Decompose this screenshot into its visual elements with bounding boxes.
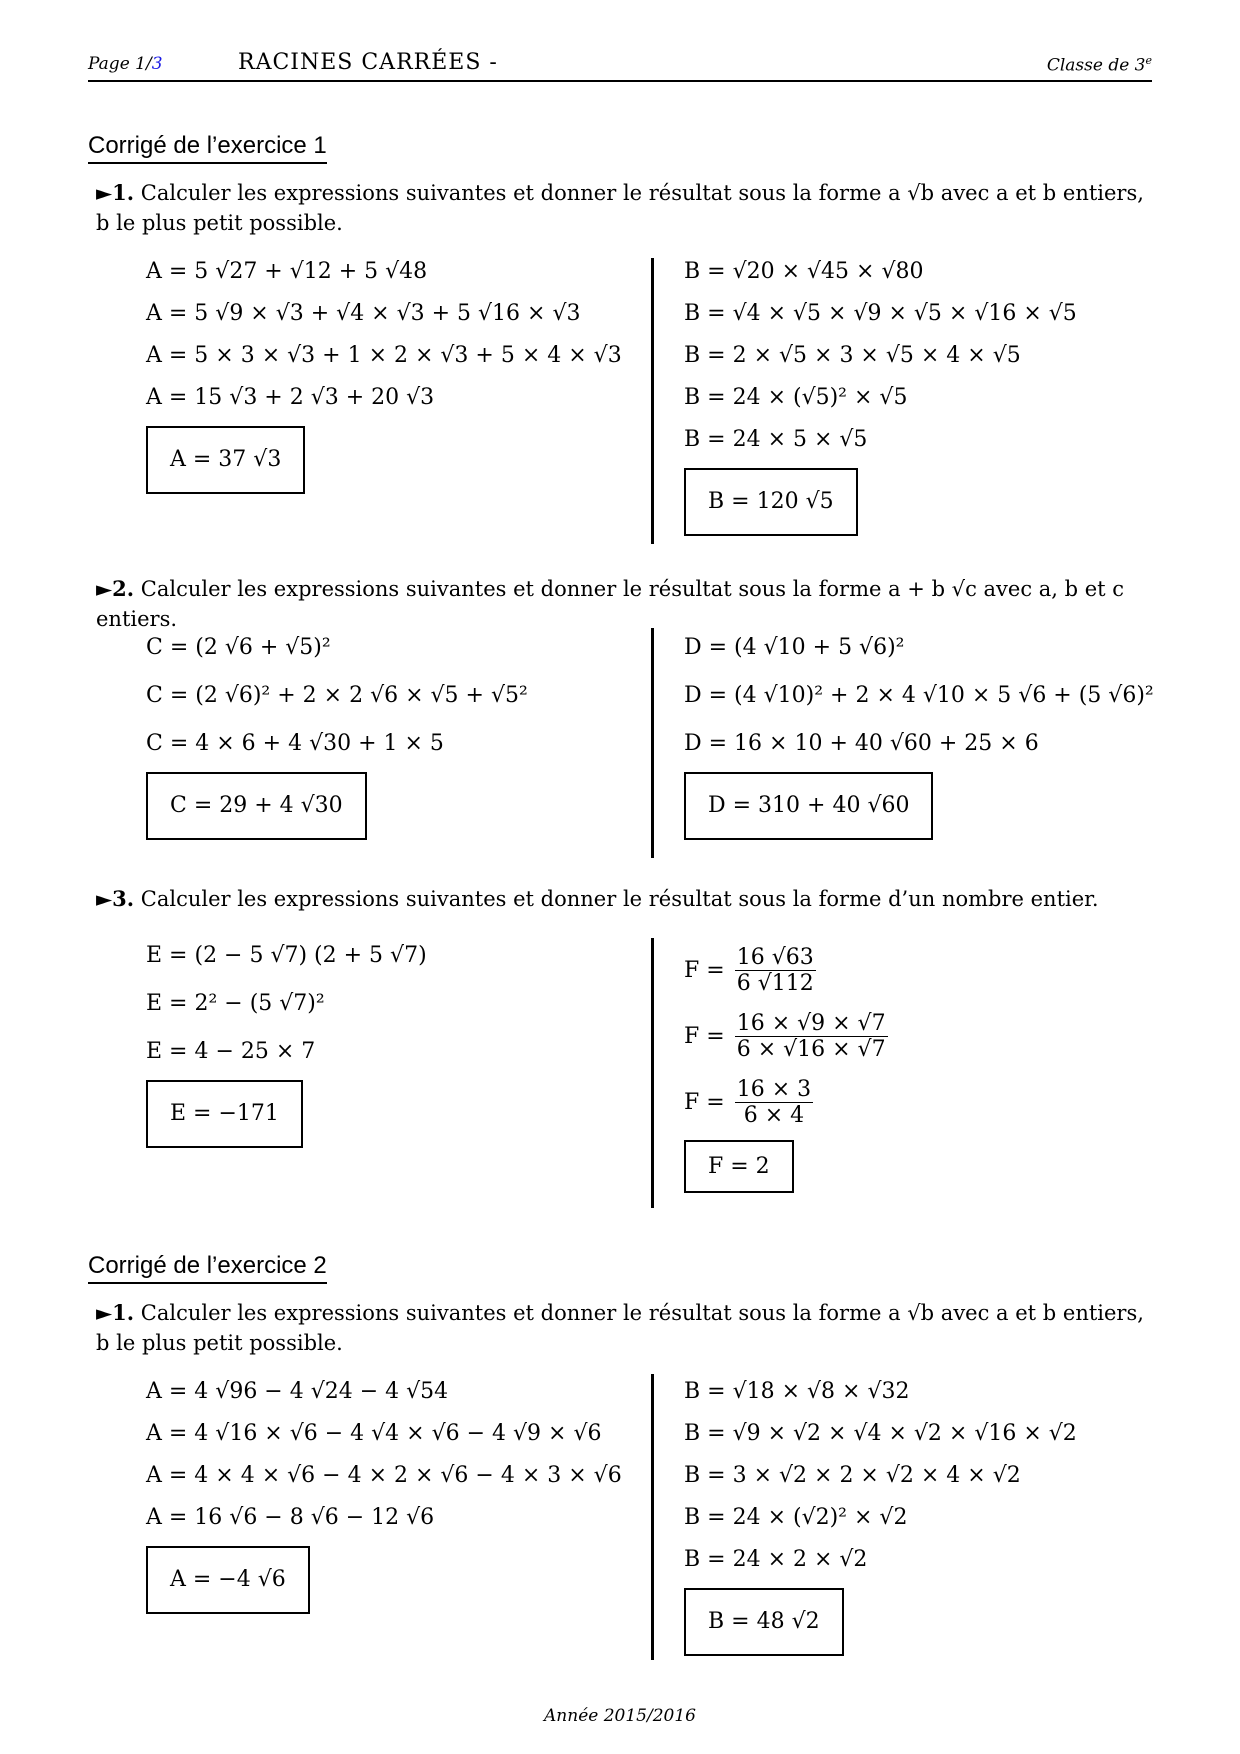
column-divider: [651, 628, 654, 858]
fraction-denominator: 6 × 4: [743, 1102, 805, 1128]
result-box: A = −4 √6: [146, 1546, 310, 1614]
ex1-q3-right-column: [684, 938, 1164, 1193]
result-box: B = 120 √5: [684, 468, 858, 536]
equation-line: B = √9 × √2 × √4 × √2 × √16 × √2: [684, 1421, 1077, 1446]
equation-line: A = 5 √27 + √12 + 5 √48: [146, 259, 428, 284]
equation-line: B = 3 × √2 × 2 × √2 × 4 × √2: [684, 1463, 1021, 1488]
ex2-question-1: [96, 1298, 1156, 1358]
page-header: [88, 44, 1152, 82]
question-text: Calculer les expressions suivantes et donner le résultat sous la forme a + b √c avec a, b et c entiers.: [96, 577, 1125, 631]
result-box: B = 48 √2: [684, 1588, 844, 1656]
equation-line: B = 2 × √5 × 3 × √5 × 4 × √5: [684, 343, 1021, 368]
fraction: [735, 1077, 813, 1128]
equation-line: A = 5 √9 × √3 + √4 × √3 + 5 √16 × √3: [146, 301, 581, 326]
question-text: Calculer les expressions suivantes et donner le résultat sous la forme d’un nombre entier.: [140, 887, 1099, 911]
question-number: ►1.: [96, 180, 135, 205]
equation-line: B = √18 × √8 × √32: [684, 1379, 910, 1404]
document-title: RACINES CARRÉES -: [238, 50, 498, 75]
equation-line: A = 4 √16 × √6 − 4 √4 × √6 − 4 √9 × √6: [146, 1421, 602, 1446]
result-box: F = 2: [684, 1140, 794, 1193]
column-divider: [651, 258, 654, 544]
fraction-numerator: 16 × √9 × √7: [736, 1010, 886, 1036]
ex1-question-1: [96, 178, 1156, 238]
column-divider: [651, 938, 654, 1208]
result-box: C = 29 + 4 √30: [146, 772, 367, 840]
fraction: [735, 1011, 888, 1062]
equation-line: B = 24 × 5 × √5: [684, 427, 868, 452]
ex1-question-2: [96, 574, 1156, 634]
fraction-line: F = $\frac{16 √63}{6 √112}$: [684, 944, 814, 996]
equation-line: B = √4 × √5 × √9 × √5 × √16 × √5: [684, 301, 1077, 326]
page-footer: Année 2015/2016: [544, 1706, 696, 1726]
ex1-q2-right-column: [684, 628, 1164, 840]
question-number: ►2.: [96, 576, 135, 601]
equation-line: C = (2 √6 + √5)²: [146, 635, 331, 660]
equation-line: D = (4 √10 + 5 √6)²: [684, 635, 905, 660]
page-total-link[interactable]: 3: [151, 54, 163, 74]
question-number: ►3.: [96, 886, 135, 911]
fraction-line: F = $\frac{16 \times √9 \times √7}{6 \times √16 \times √7}$: [684, 1010, 886, 1062]
equation-line: E = 2² − (5 √7)²: [146, 991, 325, 1016]
question-number: ►1.: [96, 1300, 135, 1325]
equation-line: B = √20 × √45 × √80: [684, 259, 924, 284]
ex1-q1-right-column: [684, 252, 1164, 536]
exercise-2-title: Corrigé de l’exercice 2: [88, 1252, 327, 1284]
equation-line: C = (2 √6)² + 2 × 2 √6 × √5 + √5²: [146, 683, 528, 708]
equation-line: A = 16 √6 − 8 √6 − 12 √6: [146, 1505, 435, 1530]
ex2-q1-left-column: [146, 1372, 626, 1614]
equation-line: E = (2 − 5 √7) (2 + 5 √7): [146, 943, 427, 968]
fraction-numerator: 16 × 3: [736, 1076, 812, 1102]
equation-line: B = 24 × 2 × √2: [684, 1547, 868, 1572]
fraction-denominator: 6 × √16 × √7: [736, 1036, 886, 1062]
result-box: E = −171: [146, 1080, 303, 1148]
question-text: Calculer les expressions suivantes et donner le résultat sous la forme a √b avec a et b entiers, b le plus petit possible.: [96, 181, 1144, 235]
question-text: Calculer les expressions suivantes et donner le résultat sous la forme a √b avec a et b entiers, b le plus petit possible.: [96, 1301, 1144, 1355]
class-label: Classe de 3e: [1046, 54, 1152, 76]
equation-line: A = 5 × 3 × √3 + 1 × 2 × √3 + 5 × 4 × √3: [146, 343, 622, 368]
ex1-q1-left-column: [146, 252, 626, 494]
equation-line: B = 24 × (√2)² × √2: [684, 1505, 908, 1530]
fraction-denominator: 6 √112: [736, 970, 814, 996]
equation-line: C = 4 × 6 + 4 √30 + 1 × 5: [146, 731, 444, 756]
result-box: A = 37 √3: [146, 426, 305, 494]
equation-line: D = 16 × 10 + 40 √60 + 25 × 6: [684, 731, 1039, 756]
equation-line: D = (4 √10)² + 2 × 4 √10 × 5 √6 + (5 √6)²: [684, 683, 1154, 708]
ex1-q2-left-column: [146, 628, 626, 840]
equation-line: A = 4 × 4 × √6 − 4 × 2 × √6 − 4 × 3 × √6: [146, 1463, 622, 1488]
equation-line: B = 24 × (√5)² × √5: [684, 385, 908, 410]
ex1-q3-left-column: [146, 936, 626, 1148]
equation-line: A = 15 √3 + 2 √3 + 20 √3: [146, 385, 435, 410]
result-box: D = 310 + 40 √60: [684, 772, 933, 840]
exercise-1-title: Corrigé de l’exercice 1: [88, 132, 327, 164]
ex1-question-3: [96, 884, 1156, 914]
equation-line: E = 4 − 25 × 7: [146, 1039, 316, 1064]
column-divider: [651, 1374, 654, 1660]
ex2-q1-right-column: [684, 1372, 1164, 1656]
page-number: Page 1/3: [88, 54, 163, 74]
fraction-numerator: 16 √63: [736, 944, 814, 970]
fraction-line: F = $\frac{16 \times 3}{6 \times 4}$: [684, 1076, 812, 1128]
fraction: [735, 945, 816, 996]
equation-line: A = 4 √96 − 4 √24 − 4 √54: [146, 1379, 449, 1404]
